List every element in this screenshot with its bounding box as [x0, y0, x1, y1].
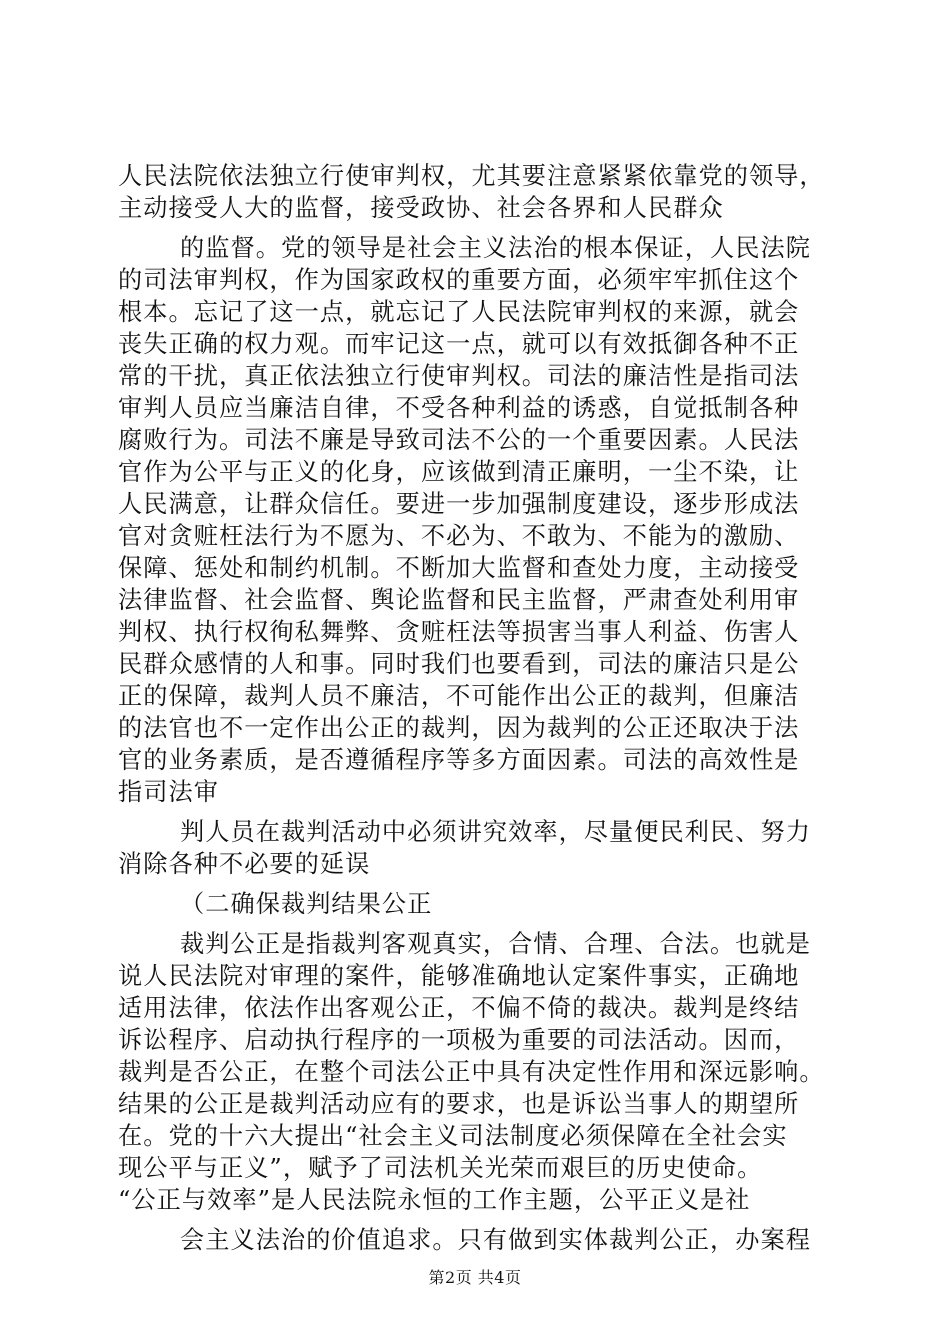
text-line: 裁判是否公正，在整个司法公正中具有决定性作用和深远影响。: [118, 1058, 825, 1086]
text-line: 会主义法治的价值追求。只有做到实体裁判公正，办案程: [180, 1226, 811, 1254]
text-line: 诉讼程序、启动执行程序的一项极为重要的司法活动。因而，: [118, 1026, 800, 1054]
text-line: 裁判公正是指裁判客观真实，合情、合理、合法。也就是: [180, 930, 811, 958]
text-line: 常的干扰，真正依法独立行使审判权。司法的廉洁性是指司法: [118, 362, 800, 390]
text-line: 官作为公平与正义的化身，应该做到清正廉明，一尘不染，让: [118, 458, 800, 486]
text-line: 根本。忘记了这一点，就忘记了人民法院审判权的来源，就会: [118, 298, 800, 326]
text-line: 适用法律，依法作出客观公正，不偏不倚的裁决。裁判是终结: [118, 994, 800, 1022]
text-line: “公正与效率”是人民法院永恒的工作主题，公平正义是社: [118, 1186, 751, 1214]
text-line: 在。党的十六大提出“社会主义司法制度必须保障在全社会实: [118, 1122, 788, 1150]
text-line: 指司法审: [118, 778, 219, 806]
text-line: 的司法审判权，作为国家政权的重要方面，必须牢牢抓住这个: [118, 266, 800, 294]
text-line: 官的业务素质，是否遵循程序等多方面因素。司法的高效性是: [118, 746, 800, 774]
text-line: 说人民法院对审理的案件，能够准确地认定案件事实，正确地: [118, 962, 800, 990]
page-number-footer: 第2页 共4页: [428, 1268, 522, 1287]
text-line: 消除各种不必要的延误: [118, 850, 371, 878]
text-line: 现公平与正义”，赋予了司法机关光荣而艰巨的历史使命。: [118, 1154, 763, 1182]
text-line: 的监督。党的领导是社会主义法治的根本保证，人民法院: [180, 234, 811, 262]
text-line: 人民满意，让群众信任。要进一步加强制度建设，逐步形成法: [118, 490, 800, 518]
text-line: 保障、惩处和制约机制。不断加大监督和查处力度，主动接受: [118, 554, 800, 582]
text-line: 腐败行为。司法不廉是导致司法不公的一个重要因素。人民法: [118, 426, 800, 454]
text-line: 法律监督、社会监督、舆论监督和民主监督，严肃查处利用审: [118, 586, 800, 614]
section-heading: （二确保裁判结果公正: [180, 890, 433, 918]
text-line: 丧失正确的权力观。而牢记这一点，就可以有效抵御各种不正: [118, 330, 800, 358]
text-line: 判人员在裁判活动中必须讲究效率，尽量便民利民、努力: [180, 818, 811, 846]
text-line: 结果的公正是裁判活动应有的要求，也是诉讼当事人的期望所: [118, 1090, 800, 1118]
text-line: 判权、执行权徇私舞弊、贪赃枉法等损害当事人利益、伤害人: [118, 618, 800, 646]
text-line: 审判人员应当廉洁自律，不受各种利益的诱惑，自觉抵制各种: [118, 394, 800, 422]
text-line: 人民法院依法独立行使审判权，尤其要注意紧紧依靠党的领导，: [118, 162, 825, 190]
text-line: 的法官也不一定作出公正的裁判，因为裁判的公正还取决于法: [118, 714, 800, 742]
text-line: 民群众感情的人和事。同时我们也要看到，司法的廉洁只是公: [118, 650, 800, 678]
text-line: 正的保障，裁判人员不廉洁，不可能作出公正的裁判，但廉洁: [118, 682, 800, 710]
text-line: 主动接受人大的监督，接受政协、社会各界和人民群众: [118, 194, 724, 222]
text-line: 官对贪赃枉法行为不愿为、不必为、不敢为、不能为的激励、: [118, 522, 800, 550]
